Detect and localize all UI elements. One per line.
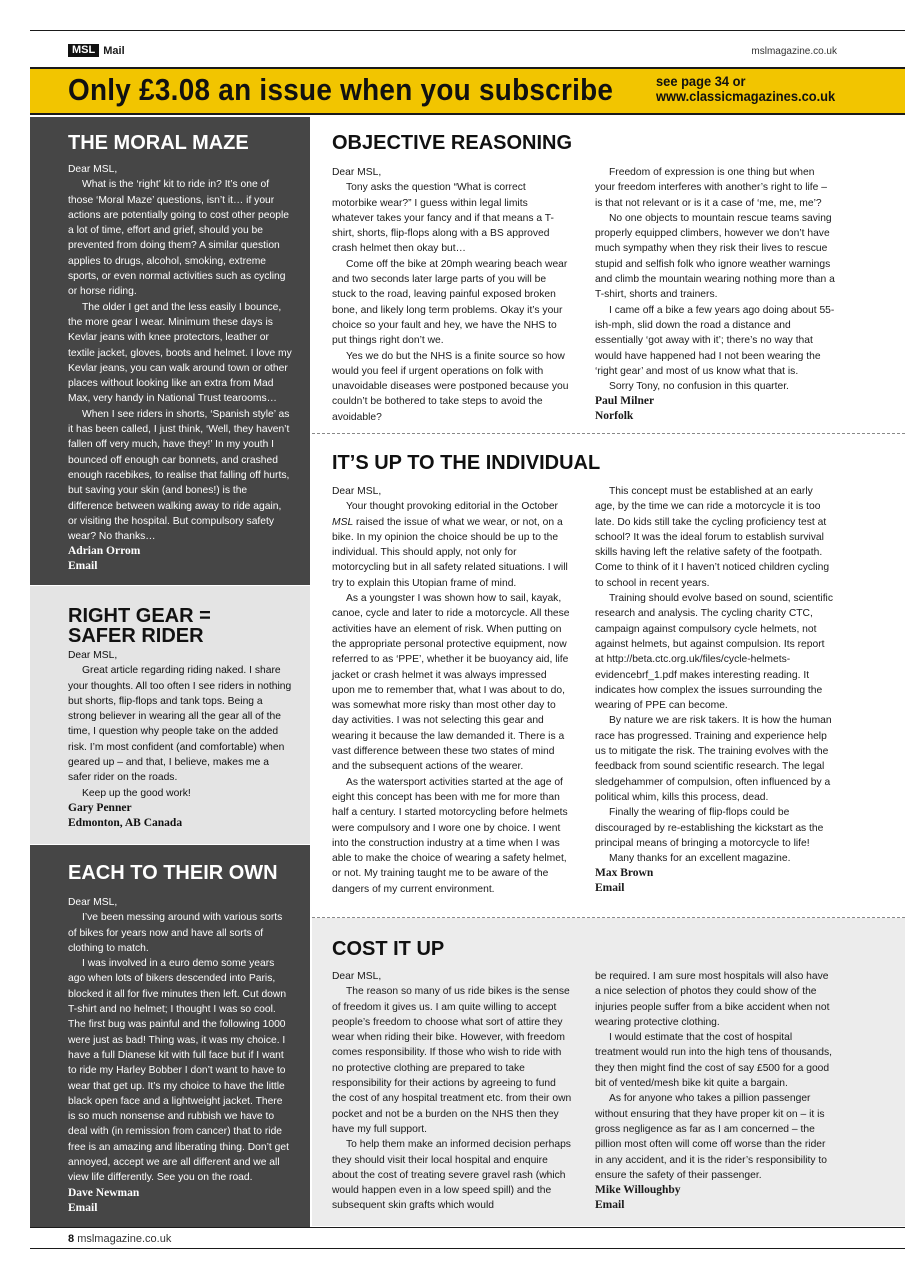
- signature-name: Max Brown: [595, 867, 654, 880]
- paragraph: Training should evolve based on sound, scientific research and analysis. The cycling charity CTC, campaign against compulsory cycle helmets, not against helmets, but against compulsion. Its report at http://beta.ctc.org.uk/files/cycle-helmets-evidencebrf_1.pdf makes interesting reading. It indicates how complex the issues surrounding the wearing of PPE can become.: [595, 593, 833, 712]
- letter-title: IT’S UP TO THE INDIVIDUAL: [332, 452, 601, 474]
- paragraph: Yes we do but the NHS is a finite source so how would you feel if urgent operations on folk with unavoidable diseases were postponed because you couldn’t be bothered to take steps to avoid the avoidable?: [332, 350, 569, 423]
- text-lead: Your thought provoking editorial in the October: [346, 501, 558, 513]
- column-2: [595, 484, 835, 896]
- letter-each-to-their-own: [30, 845, 310, 1227]
- salutation: Dear MSL,: [68, 650, 118, 661]
- paragraph: be required. I am sure most hospitals will also have a nice selection of photos they could show of the injuries people suffer from a bike accident when not wearing protective clothing.: [595, 971, 830, 1028]
- letter-title: COST IT UP: [332, 938, 445, 960]
- paragraph: Come off the bike at 20mph wearing beach wear and two seconds later large parts of you will be stuck to the road, leaving painful exposed broken bone, and likely long term problems. Okay it’s your choice so your fault and hey, we have the NHS to put things right don’t we.: [332, 258, 568, 347]
- letter-title-line2: SAFER RIDER: [68, 625, 204, 647]
- brand-tag: MSL: [68, 44, 99, 57]
- paragraph: What is the ‘right’ kit to ride in? It’s one of those ‘Moral Maze’ questions, isn’t it… if your actions are potentially going to cost other people a lot of time, effort and grief, should you be prevented from doing them? A similar question applies to drugs, alcohol, smoking, extreme sports, or even normal activities such as cycling or horse riding.: [68, 179, 289, 298]
- salutation: Dear MSL,: [332, 167, 382, 178]
- letter-body: [68, 895, 292, 1186]
- paragraph: [332, 499, 572, 591]
- paragraph: Many thanks for an excellent magazine.: [609, 853, 791, 865]
- footer: [68, 1233, 171, 1245]
- letter-moral-maze: [30, 117, 310, 585]
- column-1: [332, 484, 572, 897]
- letter-title: THE MORAL MAZE: [68, 132, 249, 154]
- signature-name: Adrian Orrom: [68, 545, 141, 558]
- signature-place: Email: [68, 560, 98, 573]
- paragraph: Sorry Tony, no confusion in this quarter.: [609, 381, 789, 393]
- paragraph: Great article regarding riding naked. I share your thoughts. All too often I see riders in nothing but shorts, flip-flops and tank tops. Being a strong believer in wearing all the gear all of the time, I question why people take on the added risk. I’m most confident (and comfortable) when geared up – and that, I believe, makes me a safer rider on the roads.: [68, 665, 292, 784]
- signature-place: Email: [68, 1201, 98, 1214]
- paragraph: I’ve been messing around with various sorts of bikes for years now and have all sorts of clothing to match.: [68, 912, 283, 954]
- letter-title: EACH TO THEIR OWN: [68, 862, 278, 884]
- letter-right-gear: [30, 586, 310, 844]
- letter-objective-reasoning: [312, 117, 905, 433]
- paragraph: As for anyone who takes a pillion passenger without ensuring that they have proper kit on – it is gross negligence as far as I am concerned – the pillion most often will come off worse than the rider in any accident, and it is the rider’s responsibility to ensure the safety of their passenger.: [595, 1093, 827, 1181]
- signature-place: Email: [595, 1199, 625, 1212]
- signature-place: Edmonton, AB Canada: [68, 816, 183, 829]
- salutation: Dear MSL,: [332, 486, 382, 497]
- letter-title-line1: RIGHT GEAR =: [68, 605, 211, 627]
- signature-place: Email: [595, 882, 625, 895]
- salutation: Dear MSL,: [68, 897, 118, 908]
- paragraph: Tony asks the question “What is correct motorbike wear?” I guess within legal limits whatever takes your fancy and if that means a T-shirt, shorts, flip-flops along with a BS approved crash helmet then okay but…: [332, 182, 554, 255]
- column-2: [595, 969, 835, 1213]
- letter-body: [68, 162, 292, 544]
- paragraph: The older I get and the less easily I bounce, the more gear I wear. Minimum these days is Kevlar jeans with knee protectors, leather or textile jacket, gloves, boots and helmet. I love my Kevlar jeans, you can walk around town or other places without looking like an extra from Mad Max, very handy in National Trust tearooms…: [68, 301, 292, 405]
- column-1: [332, 969, 572, 1214]
- magazine-name: MSL: [332, 516, 354, 528]
- salutation: Dear MSL,: [332, 971, 382, 982]
- paragraph: Keep up the good work!: [82, 787, 191, 799]
- signature-name: Mike Willoughby: [595, 1184, 681, 1197]
- banner-note-line2: www.classicmagazines.co.uk: [656, 88, 836, 104]
- paragraph: Finally the wearing of flip-flops could be discouraged by re-establishing the kickstart as the principal means of bringing a motorcycle to life!: [595, 807, 824, 849]
- signature-name: Paul Milner: [595, 395, 655, 408]
- footer-rule: [30, 1248, 905, 1249]
- paragraph: No one objects to mountain rescue teams saving properly equipped climbers, however we don’t have much sympathy when they risk their lives to rescue stupid and selfish folk who ignore weather warnings and climb the mountain wearing nothing more than a T-shirt, shorts and trainers.: [595, 212, 835, 301]
- section-brand: [68, 44, 125, 57]
- paragraph: As the watersport activities started at the age of eight this concept has been with me for more than half a century. I started motorcycling before helmets were compulsory and I wore one by choice. I went into the construction industry at a time when I was able to make the choice of wearing a safety helmet, or not. My training taught me to be aware of the dangers of my current environment.: [332, 776, 568, 895]
- banner-note-line1: see page 34 or: [656, 73, 746, 89]
- bottom-rule: [30, 1227, 905, 1228]
- paragraph: When I see riders in shorts, ‘Spanish style’ as it has been called, I just think, ‘Well, they haven’t fallen off very much, have they!’ In my youth I bounced off enough car bonnets, and crashed enough racebikes, to realise that falling off hurts, but saving your skin (and bones!) is the difference between walking away to ride again, or visiting the hospital. But compulsory safety wear? No thanks…: [68, 408, 290, 543]
- banner-title: Only £3.08 an issue when you subscribe: [68, 72, 614, 107]
- top-rule: [30, 30, 905, 31]
- paragraph: This concept must be established at an early age, by the time we can ride a motorcycle it is too late. Do kids still take the cycling proficiency test at school? It was the ideal forum to establish survival skills having left the relative safety of the footpath. Come to think of it I haven’t noticed children cycling to school in recent years.: [595, 486, 830, 589]
- paragraph: By nature we are risk takers. It is how the human race has progressed. Training and experience help us to mitigate the risk. The training evolves with the feedback from sound scientific research. The legal sledgehammer of compulsion, often influenced by a political whim, kills this process, dead.: [595, 715, 832, 803]
- paragraph: I came off a bike a few years ago doing about 55-ish-mph, slid down the road a distance and essentially ‘got away with it’; there’s no way that would have happened had I not been wearing the ‘right gear’ and most of us know what that is.: [595, 304, 835, 377]
- paragraph: As a youngster I was shown how to sail, kayak, canoe, cycle and later to ride a motorcycle. All these activities have an element of risk. When putting on the appropriate personal protective equipment, now referred to as ‘PPE’, whether it be buoyancy aid, life jacket or crash helmet it was always impressed upon me to remember that, what I was about to do, was somewhat more risky than most other day to day activities. I was not selecting this gear and wearing it because the law demanded it. There is a vast difference between these two states of mind and the subsequent actions of the wearer.: [332, 593, 570, 773]
- signature-place: Norfolk: [595, 410, 634, 423]
- paragraph: Freedom of expression is one thing but when your freedom interferes with another’s right to life – is that not relevant or is it a case of ‘me, me, me’?: [595, 167, 827, 209]
- letter-body: [68, 648, 292, 801]
- banner-note: [656, 74, 835, 104]
- signature-name: Dave Newman: [68, 1186, 140, 1199]
- column-2: [595, 165, 835, 424]
- paragraph: I was involved in a euro demo some years ago when lots of bikers descended into Paris, blocked it all for five minutes then left. Cut down T-shirt and no helmet; I thought I was so cool. The first bug was painful and the following 1000 were just as bad! Thing was, it was my choice. I have a full Dianese kit with full face but if I want to ride my Harley Bobber I don’t want to have to wear that get up. It’s my choice to have the little black open face and a lightweight jacket. There is so much nonsense and rubbish we have to deal with (in remission from cancer) that to ride free is an amazing and liberating thing. Don’t get annoyed, accept we are all different and we all view life differently. See you on the road.: [68, 958, 289, 1184]
- paragraph: To help them make an informed decision perhaps they should visit their local hospital and enquire about the cost of treating severe gravel rash (which would happen even in a low speed spill) and the subsequent skin grafts which would: [332, 1139, 571, 1212]
- text-rest: raised the issue of what we wear, or not, on a bike. In my opinion the choice should be up to the individual. This should apply, not only for motorcycling but in all safety related situations. I will try to explain this Utopian frame of mind.: [332, 516, 568, 589]
- page-number: 8: [68, 1233, 75, 1245]
- column-1: [332, 165, 572, 425]
- letter-up-to-individual: [312, 434, 905, 917]
- footer-site: mslmagazine.co.uk: [77, 1233, 172, 1245]
- brand-text: Mail: [103, 44, 125, 57]
- letter-title: OBJECTIVE REASONING: [332, 132, 573, 154]
- paragraph: I would estimate that the cost of hospital treatment would run into the high tens of thousands, they then might find the cost of say £500 for a good bit of vented/mesh bike kit quite a bargain.: [595, 1032, 832, 1090]
- letter-cost-it-up: [312, 918, 905, 1226]
- site-url-top: mslmagazine.co.uk: [751, 46, 837, 57]
- signature-name: Gary Penner: [68, 801, 132, 814]
- paragraph: The reason so many of us ride bikes is the sense of freedom it gives us. I am quite willing to accept people’s freedom to choose what sort of attire they wear when riding their bike. However, with freedom comes responsibility. If those who wish to ride with no protective clothing are prepared to take responsibility for their actions by agreeing to fund the cost of any hospital treatment etc. from their own pocket and not be a burden on the NHS then they have my full support.: [332, 986, 572, 1135]
- salutation: Dear MSL,: [68, 164, 118, 175]
